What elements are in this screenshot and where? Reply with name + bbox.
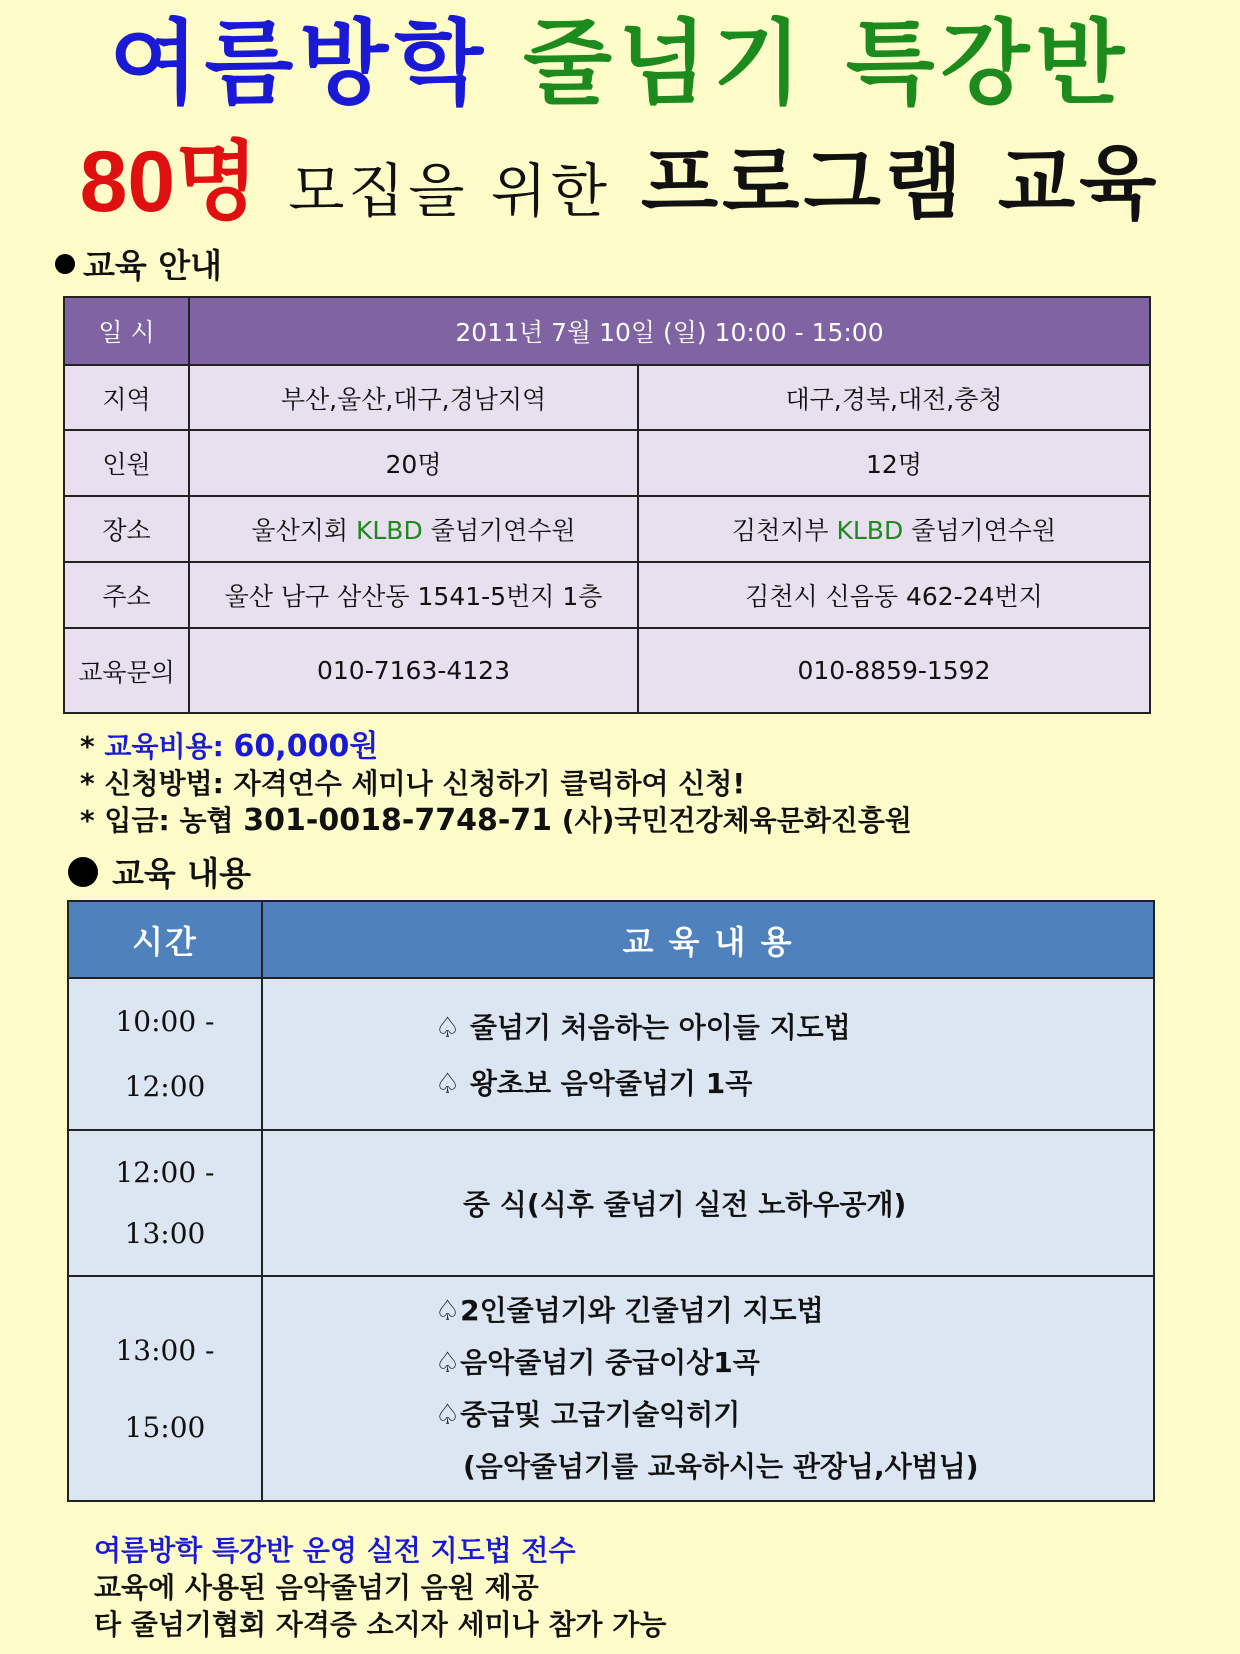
- address-right: 김천시 신음동 462-24번지: [638, 562, 1150, 628]
- title-count: 80명: [79, 134, 259, 230]
- notes: [80, 728, 912, 839]
- deposit-post: (사)국민건강체육문화진흥원: [561, 804, 912, 837]
- capacity-left: 20명: [189, 430, 638, 496]
- venue-left: [189, 496, 638, 562]
- apply-text: 신청방법: 자격연수 세미나 신청하기 클릭하여 신청!: [104, 767, 746, 800]
- venue-right-post: 줄넘기연수원: [911, 516, 1057, 545]
- venue-left-klbd: KLBD: [355, 516, 423, 545]
- capacity-label: 인원: [64, 430, 189, 496]
- footer-line-3: 타 줄넘기협회 자격증 소지자 세미나 참가 가능: [94, 1608, 667, 1641]
- venue-right-pre: 김천지부: [731, 516, 829, 545]
- schedule-content-1: [262, 978, 1154, 1130]
- schedule-header-content: 교 육 내 용: [262, 901, 1154, 978]
- section-education-content-label: 교육 내용: [112, 854, 252, 893]
- table-row: [64, 628, 1150, 713]
- note-bullet: *: [80, 730, 95, 763]
- bullet-dot-icon: [68, 857, 98, 887]
- section-education-content: [68, 848, 251, 895]
- address-left: 울산 남구 삼산동 1541-5번지 1층: [189, 562, 638, 628]
- bullet-dot-icon: [55, 254, 75, 274]
- fee-label: 교육비용:: [104, 730, 224, 763]
- apply-note: [80, 765, 912, 802]
- table-row: [68, 978, 1154, 1130]
- table-row: [68, 1130, 1154, 1276]
- schedule-time-3: [68, 1276, 262, 1501]
- section-education-info-label: 교육 안내: [83, 246, 223, 285]
- time-start: 13:00 -: [115, 1333, 215, 1367]
- time-start: 10:00 -: [115, 1005, 215, 1038]
- title-for-recruit: 모집을 위한: [288, 157, 611, 225]
- footer-line-2: 교육에 사용된 음악줄넘기 음원 제공: [94, 1571, 539, 1604]
- time-end: 15:00: [124, 1410, 206, 1444]
- schedule-content-2: [262, 1130, 1154, 1276]
- venue-label: 장소: [64, 496, 189, 562]
- schedule-header-time: 시간: [68, 901, 262, 978]
- region-label: 지역: [64, 365, 189, 430]
- table-row: [64, 562, 1150, 628]
- content-item: ♤ 왕초보 음악줄넘기 1곡: [435, 1067, 753, 1100]
- section-education-info: [55, 240, 222, 287]
- deposit-pre: 입금: 농협: [104, 804, 234, 837]
- time-start: 12:00 -: [115, 1156, 215, 1189]
- content-item: 중 식(식후 줄넘기 실전 노하우공개): [463, 1188, 907, 1221]
- info-table-header-row: [64, 297, 1150, 365]
- contact-label: 교육문의: [64, 628, 189, 713]
- venue-left-post: 줄넘기연수원: [430, 516, 576, 545]
- footer: [94, 1532, 666, 1643]
- title-jumprope-class: 줄넘기 특강반: [523, 10, 1131, 117]
- address-label: 주소: [64, 562, 189, 628]
- region-left: 부산,울산,대구,경남지역: [189, 365, 638, 430]
- content-item: ♤ 줄넘기 처음하는 아이들 지도법: [435, 1011, 851, 1044]
- title-summer: 여름방학: [109, 10, 490, 117]
- info-table: [63, 296, 1151, 714]
- content-item: ♤음악줄넘기 중급이상1곡: [435, 1345, 760, 1379]
- schedule-time-2: [68, 1130, 262, 1276]
- time-end: 13:00: [124, 1217, 206, 1250]
- region-right: 대구,경북,대전,충청: [638, 365, 1150, 430]
- capacity-right: 12명: [638, 430, 1150, 496]
- schedule-header-row: [68, 901, 1154, 978]
- fee-value: 60,000원: [233, 729, 379, 764]
- contact-left: 010-7163-4123: [189, 628, 638, 713]
- deposit-note: [80, 802, 912, 839]
- time-end: 12:00: [124, 1070, 206, 1103]
- schedule-content-3: [262, 1276, 1154, 1501]
- venue-right: [638, 496, 1150, 562]
- fee-note: [80, 728, 912, 765]
- deposit-account: 301-0018-7748-71: [243, 803, 553, 838]
- contact-right: 010-8859-1592: [638, 628, 1150, 713]
- title-program: 프로그램 교육: [640, 137, 1161, 230]
- venue-right-klbd: KLBD: [836, 516, 904, 545]
- schedule-table: [67, 900, 1155, 1502]
- title-line-1: [0, 10, 1240, 117]
- content-item: ♤중급및 고급기술익히기: [435, 1397, 741, 1431]
- table-row: [64, 365, 1150, 430]
- footer-line-1: 여름방학 특강반 운영 실전 지도법 전수: [94, 1534, 576, 1567]
- table-row: [64, 496, 1150, 562]
- schedule-time-1: [68, 978, 262, 1130]
- table-row: [68, 1276, 1154, 1501]
- title-line-2: [0, 132, 1240, 256]
- table-row: [64, 430, 1150, 496]
- venue-left-pre: 울산지회: [251, 516, 349, 545]
- note-bullet: *: [80, 767, 95, 800]
- content-item: ♤2인줄넘기와 긴줄넘기 지도법: [435, 1293, 824, 1327]
- datetime-label: 일 시: [64, 297, 189, 365]
- datetime-value: 2011년 7월 10일 (일) 10:00 - 15:00: [189, 297, 1150, 365]
- content-item: (음악줄넘기를 교육하시는 관장님,사범님): [463, 1449, 979, 1483]
- note-bullet: *: [80, 804, 95, 837]
